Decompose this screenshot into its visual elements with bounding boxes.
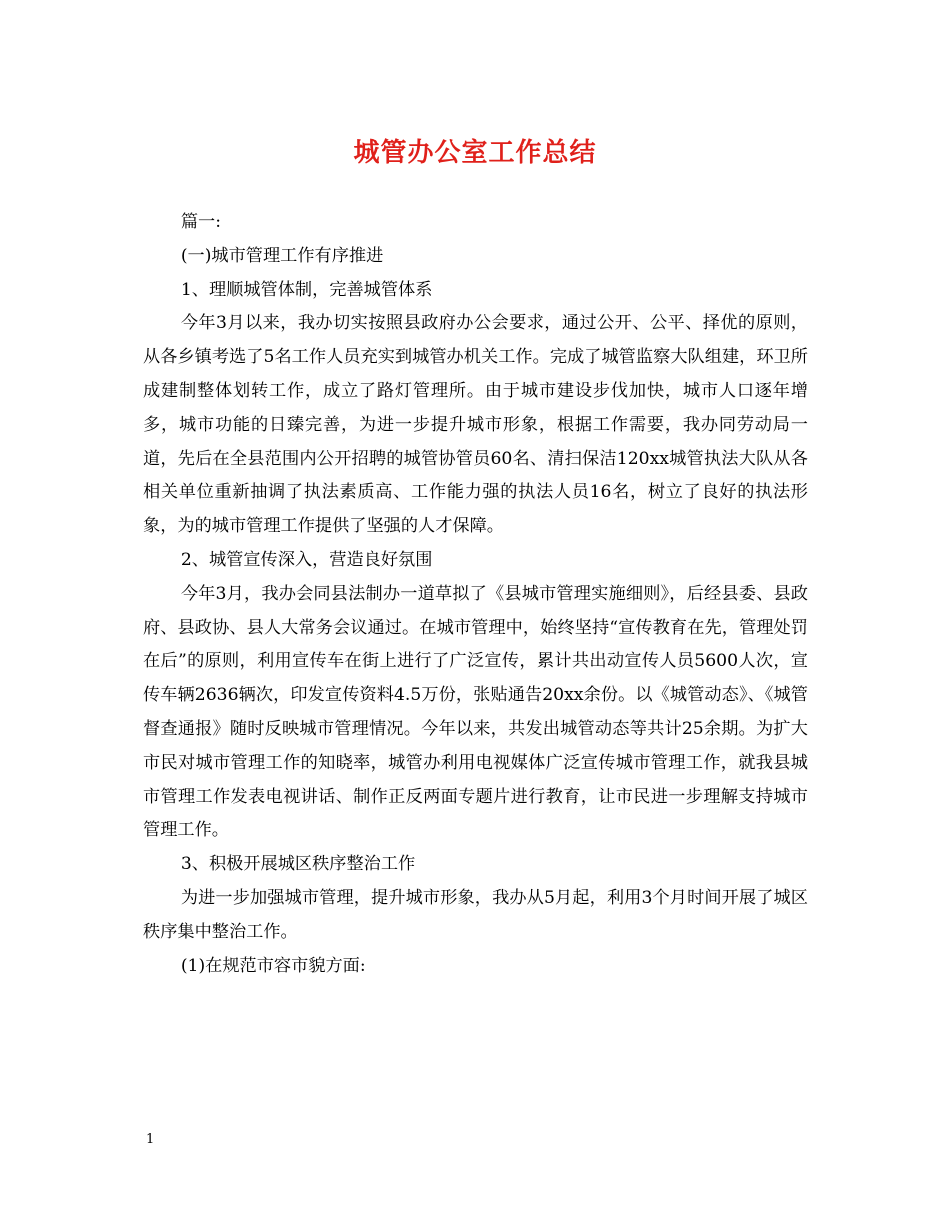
page-number: 1 xyxy=(146,1132,155,1147)
subheading-1: 1、理顺城管体制，完善城管体系 xyxy=(180,279,433,300)
section-heading: (一)城市管理工作有序推进 xyxy=(180,245,384,266)
subsection-heading: (1)在规范市容市貌方面: xyxy=(180,955,366,976)
paragraph-2: 今年3月，我办会同县法制办一道草拟了《县城市管理实施细则》，后经县委、县政府、县政协、县人大常务会议通过。在城市管理中，始终坚持“宣传教育在先，管理处罚在后”的原则，利用宣传车在街上进行了广泛宣传，累计共出动宣传人员5600人次，宣传车辆2636辆次，印发宣传资料4.5万份，张贴通告20xx余份。以《城管动态》、《城管督查通报》随时反映城市管理情况。今年以来，共发出城管动态等共计25余期。为扩大市民对城市管理工作的知晓率，城管办利用电视媒体广泛宣传城市管理工作，就我县城市管理工作发表电视讲话、制作正反两面专题片进行教育，让市民进一步理解支持城市管理工作。 xyxy=(143,583,808,841)
subheading-2: 2、城管宣传深入，营造良好氛围 xyxy=(180,549,433,570)
subheading-3: 3、积极开展城区秩序整治工作 xyxy=(180,854,416,875)
document-title: 城管办公室工作总结 xyxy=(353,138,597,168)
paragraph-3: 为进一步加强城市管理，提升城市形象，我办从5月起，利用3个月时间开展了城区秩序集中整治工作。 xyxy=(143,887,808,942)
document-body xyxy=(143,206,808,983)
paragraph-1: 今年3月以来，我办切实按照县政府办公会要求，通过公开、公平、择优的原则，从各乡镇考选了5名工作人员充实到城管办机关工作。完成了城管监察大队组建，环卫所成建制整体划转工作，成立了路灯管理所。由于城市建设步伐加快，城市人口逐年增多，城市功能的日臻完善，为进一步提升城市形象，根据工作需要，我办同劳动局一道，先后在全县范围内公开招聘的城管协管员60名、清扫保洁120xx城管执法大队从各相关单位重新抽调了执法素质高、工作能力强的执法人员16名，树立了良好的执法形象，为的城市管理工作提供了坚强的人才保障。 xyxy=(143,313,808,537)
section-label: 篇一: xyxy=(180,212,221,232)
